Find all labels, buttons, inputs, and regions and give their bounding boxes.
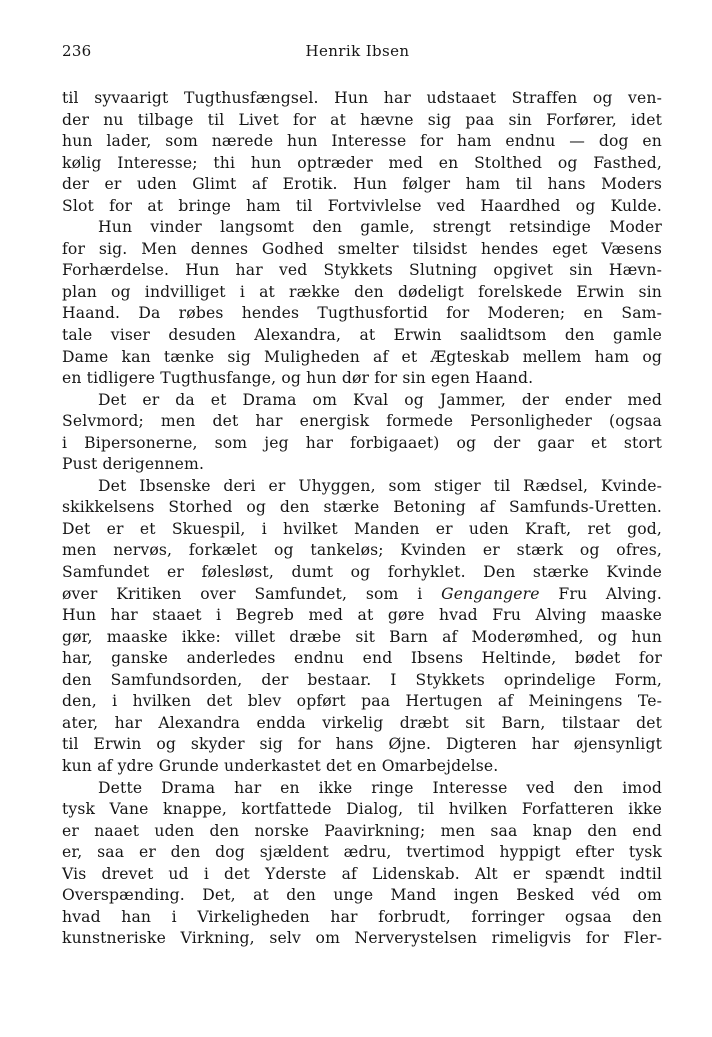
text-line bbox=[62, 476, 662, 498]
text-line-content: hun lader, som nærede hun Interesse for ham endnu — dog en bbox=[62, 132, 662, 151]
text-line bbox=[62, 584, 662, 606]
text-line-content: Slot for at bringe ham til Fortvivlelse ved Haardhed og Kulde. bbox=[62, 196, 662, 215]
text-line bbox=[62, 713, 662, 735]
text-line-content: Hun har staaet i Begreb med at gøre hvad Fru Alving maaske bbox=[62, 606, 662, 625]
text-line bbox=[62, 864, 662, 886]
text-line-content: en tidligere Tugthusfange, og hun dør for sin egen Haand. bbox=[62, 369, 534, 388]
text-line bbox=[62, 821, 662, 843]
text-line-content: kølig Interesse; thi hun optræder med en Stolthed og Fasthed, bbox=[62, 153, 662, 172]
text-line bbox=[62, 778, 662, 800]
text-line bbox=[62, 433, 662, 455]
text-line-content: har, ganske anderledes endnu end Ibsens Heltinde, bødet for bbox=[62, 649, 662, 668]
text-line-tail: Fru Alving. bbox=[539, 584, 662, 603]
text-line-content: i Bipersonerne, som jeg har forbigaaet) og der gaar et stort bbox=[62, 433, 662, 452]
text-line-content: Vis drevet ud i det Yderste af Lidenskab. Alt er spændt indtil bbox=[62, 864, 662, 883]
text-line-content: til Erwin og skyder sig for hans Øjne. Digteren har øjensynligt bbox=[62, 735, 662, 754]
text-line bbox=[62, 842, 662, 864]
text-line bbox=[62, 605, 662, 627]
text-line-content: kunstneriske Virkning, selv om Nerverystelsen rimeligvis for Fler- bbox=[62, 929, 662, 948]
page-header bbox=[62, 42, 653, 66]
text-line bbox=[62, 282, 662, 304]
text-line-content: Dette Drama har en ikke ringe Interesse ved den imod bbox=[98, 778, 662, 797]
text-line-content: hvad han i Virkeligheden har forbrudt, forringer ogsaa den bbox=[62, 907, 662, 926]
text-line-content: tale viser desuden Alexandra, at Erwin saalidtsom den gamle bbox=[62, 326, 662, 345]
page-number: 236 bbox=[62, 42, 92, 60]
text-line bbox=[62, 670, 662, 692]
text-line-content: er naaet uden den norske Paavirkning; men saa knap den end bbox=[62, 821, 662, 840]
text-line bbox=[62, 691, 662, 713]
text-line bbox=[62, 347, 662, 369]
text-line-content: til syvaarigt Tugthusfængsel. Hun har udstaaet Straffen og ven- bbox=[62, 89, 662, 107]
text-line-content: Pust derigennem. bbox=[62, 455, 205, 474]
text-line-content: plan og indvilliget i at række den dødeligt forelskede Erwin sin bbox=[62, 282, 662, 301]
text-line-content: Forhærdelse. Hun har ved Stykkets Slutning opgivet sin Hævn- bbox=[62, 261, 662, 280]
text-line-content: skikkelsens Storhed og den stærke Betoning af Samfunds-Uretten. bbox=[62, 498, 662, 517]
text-line-content: er, saa er den dog sjældent ædru, tvertimod hyppigt efter tysk bbox=[62, 843, 662, 862]
text-line-content: ater, har Alexandra endda virkelig dræbt sit Barn, tilstaar det bbox=[62, 713, 662, 732]
text-line-content: kun af ydre Grunde underkastet det en Omarbejdelse. bbox=[62, 756, 499, 775]
text-line bbox=[62, 325, 662, 347]
text-line bbox=[62, 885, 662, 907]
text-line bbox=[62, 239, 662, 261]
text-line-content: Samfundet er følesløst, dumt og forhyklet. Den stærke Kvinde bbox=[62, 563, 662, 582]
text-line bbox=[62, 131, 662, 153]
text-line-content: der er uden Glimt af Erotik. Hun følger ham til hans Moders bbox=[62, 175, 662, 194]
text-line bbox=[62, 627, 662, 649]
text-line bbox=[62, 153, 662, 175]
italic-title: Gengangere bbox=[441, 584, 540, 603]
text-line-content: Det er et Skuespil, i hvilket Manden er uden Kraft, ret god, bbox=[62, 519, 662, 538]
text-line-content: Haand. Da røbes hendes Tugthusfortid for Moderen; en Sam- bbox=[62, 304, 662, 323]
text-line bbox=[62, 260, 662, 282]
text-line bbox=[62, 540, 662, 562]
text-line bbox=[62, 734, 662, 756]
text-line bbox=[62, 756, 662, 778]
text-line-content: Overspænding. Det, at den unge Mand ingen Besked véd om bbox=[62, 886, 662, 905]
body-text bbox=[62, 88, 662, 950]
text-line-content: Dame kan tænke sig Muligheden af et Ægteskab mellem ham og bbox=[62, 347, 662, 366]
text-line bbox=[62, 454, 662, 476]
text-line bbox=[62, 303, 662, 325]
running-head: Henrik Ibsen bbox=[305, 42, 410, 60]
text-line bbox=[62, 648, 662, 670]
text-line bbox=[62, 928, 662, 950]
text-line-content: Det er da et Drama om Kval og Jammer, der ender med bbox=[98, 390, 662, 409]
text-line bbox=[62, 88, 662, 110]
text-line-content: der nu tilbage til Livet for at hævne sig paa sin Forfører, idet bbox=[62, 110, 662, 129]
text-line-content: tysk Vane knappe, kortfattede Dialog, til hvilken Forfatteren ikke bbox=[62, 800, 662, 819]
text-line-content: Selvmord; men det har energisk formede Personligheder (ogsaa bbox=[62, 412, 662, 431]
text-line-content: Det Ibsenske deri er Uhyggen, som stiger til Rædsel, Kvinde- bbox=[98, 476, 662, 495]
text-line-content: den, i hvilken det blev opført paa Hertugen af Meiningens Te- bbox=[62, 692, 662, 711]
text-line bbox=[62, 110, 662, 132]
text-line bbox=[62, 368, 662, 390]
text-line-content: men nervøs, forkælet og tankeløs; Kvinden er stærk og ofres, bbox=[62, 541, 662, 560]
text-line bbox=[62, 519, 662, 541]
text-line bbox=[62, 907, 662, 929]
text-line-content: for sig. Men dennes Godhed smelter tilsidst hendes eget Væsens bbox=[62, 239, 662, 258]
text-line-content: gør, maaske ikke: villet dræbe sit Barn af Moderømhed, og hun bbox=[62, 627, 662, 646]
text-line-content: øver Kritiken over Samfundet, som i bbox=[62, 584, 442, 603]
text-line bbox=[62, 390, 662, 412]
text-line-content: den Samfundsorden, der bestaar. I Stykkets oprindelige Form, bbox=[62, 670, 662, 689]
text-line-content: Hun vinder langsomt den gamle, strengt retsindige Moder bbox=[98, 218, 662, 237]
text-line bbox=[62, 562, 662, 584]
text-line bbox=[62, 217, 662, 239]
text-line bbox=[62, 497, 662, 519]
text-line bbox=[62, 174, 662, 196]
text-line bbox=[62, 799, 662, 821]
text-line bbox=[62, 411, 662, 433]
text-line bbox=[62, 196, 662, 218]
